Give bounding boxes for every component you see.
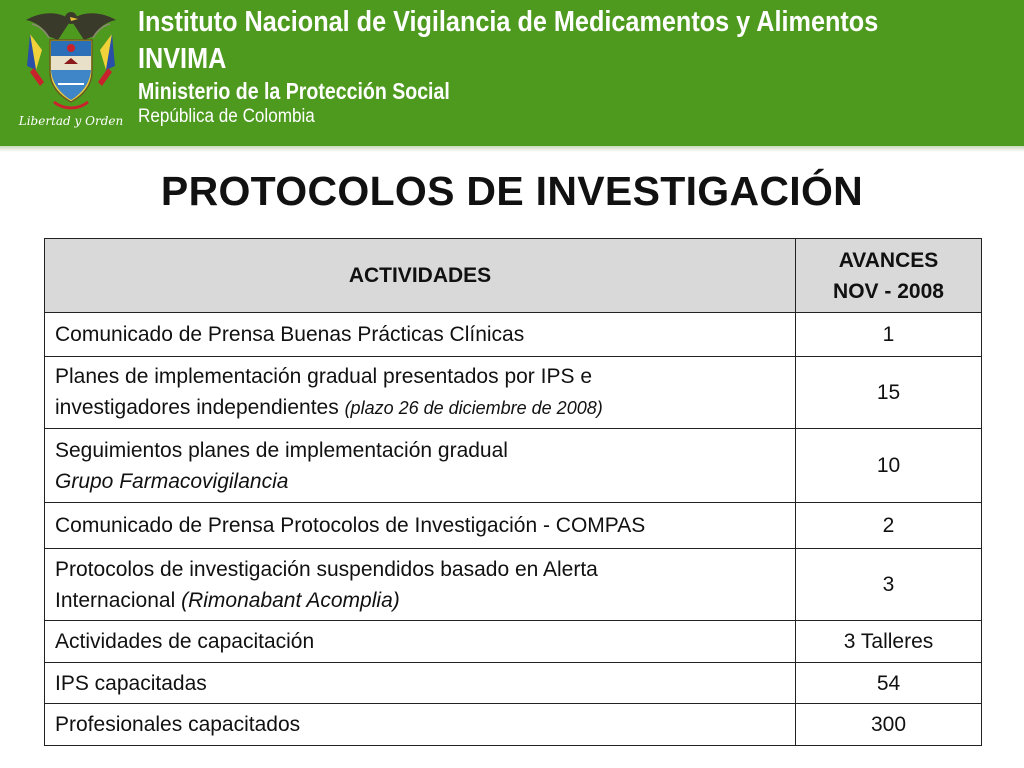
table-row: [45, 621, 982, 663]
activity-cell: Comunicado de Prensa Protocolos de Investigación - COMPAS: [45, 503, 796, 549]
value-cell: 15: [796, 357, 982, 429]
header-progress: [796, 239, 982, 313]
header-progress-line2: NOV - 2008: [833, 279, 944, 303]
table-row: [45, 429, 982, 503]
table-row: [45, 503, 982, 549]
activity-cell: Profesionales capacitados: [45, 704, 796, 746]
activity-line1: Planes de implementación gradual presentados por IPS e: [55, 365, 592, 388]
header-divider: [0, 146, 1024, 152]
coat-of-arms-logo: [18, 6, 124, 138]
ministry-name: Ministerio de la Protección Social: [138, 78, 450, 104]
activity-line2-text: investigadores independientes: [55, 396, 339, 419]
header-progress-line1: AVANCES: [838, 248, 939, 272]
value-cell: 2: [796, 503, 982, 549]
coat-of-arms-icon: [18, 6, 124, 114]
header-activities: ACTIVIDADES: [45, 239, 796, 313]
activity-cell: IPS capacitadas: [45, 663, 796, 704]
value-cell: 54: [796, 663, 982, 704]
table-row: [45, 704, 982, 746]
activity-cell: Comunicado de Prensa Buenas Prácticas Clínicas: [45, 313, 796, 357]
activity-cell: Actividades de capacitación: [45, 621, 796, 663]
activity-cell: [45, 549, 796, 621]
seal-caption: Libertad y Orden: [18, 114, 124, 128]
country-name: República de Colombia: [138, 106, 315, 127]
value-cell: 10: [796, 429, 982, 503]
activity-cell: [45, 357, 796, 429]
table-row: [45, 357, 982, 429]
table-row: [45, 549, 982, 621]
page-title: PROTOCOLOS DE INVESTIGACIÓN: [160, 168, 864, 214]
table-row: [45, 663, 982, 704]
activity-line2: Grupo Farmacovigilancia: [55, 469, 289, 493]
value-cell: 3: [796, 549, 982, 621]
activity-line1: Protocolos de investigación suspendidos basado en Alerta: [55, 557, 598, 581]
activity-note: (plazo 26 de diciembre de 2008): [344, 398, 603, 418]
table-header-row: [45, 239, 982, 313]
activity-note: (Rimonabant Acomplia): [181, 588, 400, 612]
activity-cell: [45, 429, 796, 503]
activity-line2: [55, 585, 785, 616]
institute-name: Instituto Nacional de Vigilancia de Medicamentos y Alimentos: [138, 6, 879, 38]
value-cell: 1: [796, 313, 982, 357]
activity-line2: [55, 392, 785, 424]
value-cell: 3 Talleres: [796, 621, 982, 663]
table-row: [45, 313, 982, 357]
activities-table: [44, 238, 982, 746]
activity-line2-text: Internacional: [55, 588, 176, 612]
value-cell: 300: [796, 704, 982, 746]
institute-acronym: INVIMA: [138, 43, 227, 75]
activity-line1: Seguimientos planes de implementación gradual: [55, 438, 508, 462]
header-banner: [0, 0, 1024, 146]
